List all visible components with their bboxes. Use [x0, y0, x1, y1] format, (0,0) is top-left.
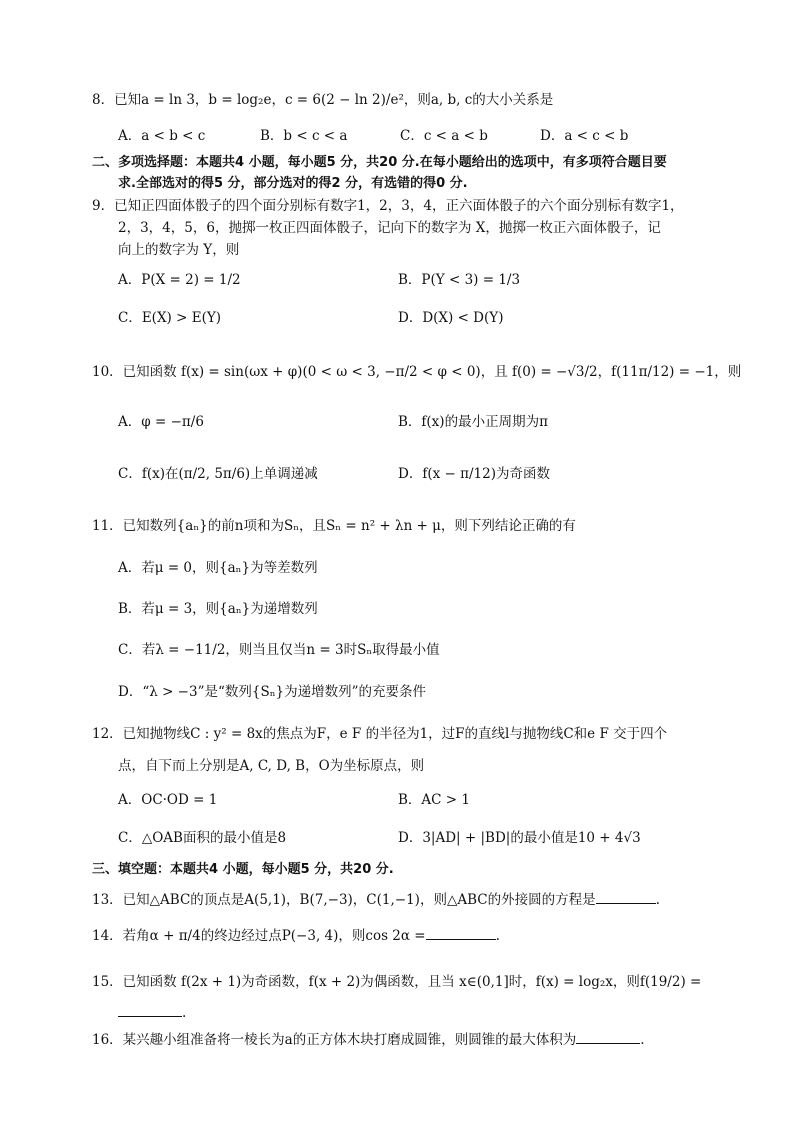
section-2-heading-line2: 求.全部选对的得5 分，部分选对的得2 分，有选错的得0 分.	[118, 176, 468, 191]
question-11-stem: 11．已知数列{aₙ}的前n项和为Sₙ，且Sₙ = n² + λn + μ，则下列结论正确的有	[92, 518, 576, 534]
q11-option-a: A．若μ = 0，则{aₙ}为等差数列	[118, 560, 318, 576]
q8-option-a: A．a < b < c	[118, 128, 206, 144]
q9-option-b: B．P(Y < 3) = 1/3	[398, 272, 521, 288]
question-13	[92, 888, 660, 908]
question-15-end: .	[182, 1005, 187, 1021]
q9-option-a: A．P(X = 2) = 1/2	[118, 272, 241, 288]
question-14-end: .	[495, 928, 500, 944]
question-9-line1: 9．已知正四面体骰子的四个面分别标有数字1，2，3，4，正六面体骰子的六个面分别标有数字1，	[92, 198, 684, 214]
q10-option-b: B．f(x)的最小正周期为π	[398, 414, 548, 430]
q8-option-b: B．b < c < a	[260, 128, 348, 144]
q11-option-d: D．“λ > −3”是“数列{Sₙ}为递增数列”的充要条件	[118, 684, 427, 700]
question-16-end: .	[640, 1032, 645, 1048]
q8-option-c: C．c < a < b	[400, 128, 488, 144]
q11-option-c: C．若λ = −11/2，则当且仅当n = 3时Sₙ取得最小值	[118, 642, 440, 658]
q12-option-c: C．△OAB面积的最小值是8	[118, 830, 287, 846]
answer-blank-14[interactable]	[426, 927, 496, 940]
q12-option-a: A．OC·OD = 1	[118, 792, 218, 808]
question-13-end: .	[655, 892, 660, 908]
q8-option-d: D．a < c < b	[540, 128, 629, 144]
question-12-line2: 点，自下而上分别是A, C, D, B，O为坐标原点，则	[118, 758, 425, 774]
question-9-line3: 向上的数字为 Y，则	[118, 242, 240, 258]
question-14-text: 14．若角α + π/4的终边经过点P(−3, 4)，则cos 2α =	[92, 928, 426, 944]
answer-blank-16[interactable]	[576, 1031, 640, 1044]
answer-blank-15[interactable]	[118, 1004, 182, 1017]
q10-option-d: D．f(x − π/12)为奇函数	[398, 466, 550, 482]
q12-option-b: B．AC > 1	[398, 792, 470, 808]
question-10-stem: 10．已知函数 f(x) = sin(ωx + φ)(0 < ω < 3, −π/2 < φ < 0)，且 f(0) = −√3/2，f(11π/12) = −1，则	[92, 364, 742, 380]
section-2-heading-line1: 二、多项选择题：本题共4 小题，每小题5 分，共20 分.在每小题给出的选项中，有多项符合题目要	[92, 155, 667, 170]
q10-option-c: C．f(x)在(π/2, 5π/6)上单调递减	[118, 466, 318, 482]
question-15-continued	[118, 1004, 186, 1021]
q11-option-b: B．若μ = 3，则{aₙ}为递增数列	[118, 601, 318, 617]
question-14	[92, 924, 500, 944]
question-16-text: 16．某兴趣小组准备将一棱长为a的正方体木块打磨成圆锥，则圆锥的最大体积为	[92, 1032, 577, 1048]
question-12-line1: 12．已知抛物线C : y² = 8x的焦点为F，e F 的半径为1，过F的直线l与抛物线C和e F 交于四个	[92, 726, 668, 742]
q10-option-a: A．φ = −π/6	[118, 414, 204, 430]
q9-option-c: C．E(X) > E(Y)	[118, 310, 222, 326]
question-15	[92, 970, 701, 990]
q12-option-d: D．3|AD| + |BD|的最小值是10 + 4√3	[398, 830, 641, 846]
answer-blank-13[interactable]	[596, 891, 656, 904]
question-8-stem: 8．已知a = ln 3，b = log₂e，c = 6(2 − ln 2)/e²，则a, b, c的大小关系是	[92, 92, 554, 108]
section-3-heading: 三、填空题：本题共4 小题，每小题5 分，共20 分.	[92, 862, 394, 877]
question-13-text: 13．已知△ABC的顶点是A(5,1)，B(7,−3)，C(1,−1)，则△ABC的外接圆的方程是	[92, 892, 596, 908]
q9-option-d: D．D(X) < D(Y)	[398, 310, 504, 326]
question-15-text: 15．已知函数 f(2x + 1)为奇函数，f(x + 2)为偶函数，且当 x∈(0,1]时，f(x) = log₂x，则f(19/2) =	[92, 974, 702, 990]
question-16	[92, 1028, 645, 1048]
question-9-line2: 2，3，4，5，6，抛掷一枚正四面体骰子，记向下的数字为 X，抛掷一枚正六面体骰子，记	[118, 220, 661, 236]
